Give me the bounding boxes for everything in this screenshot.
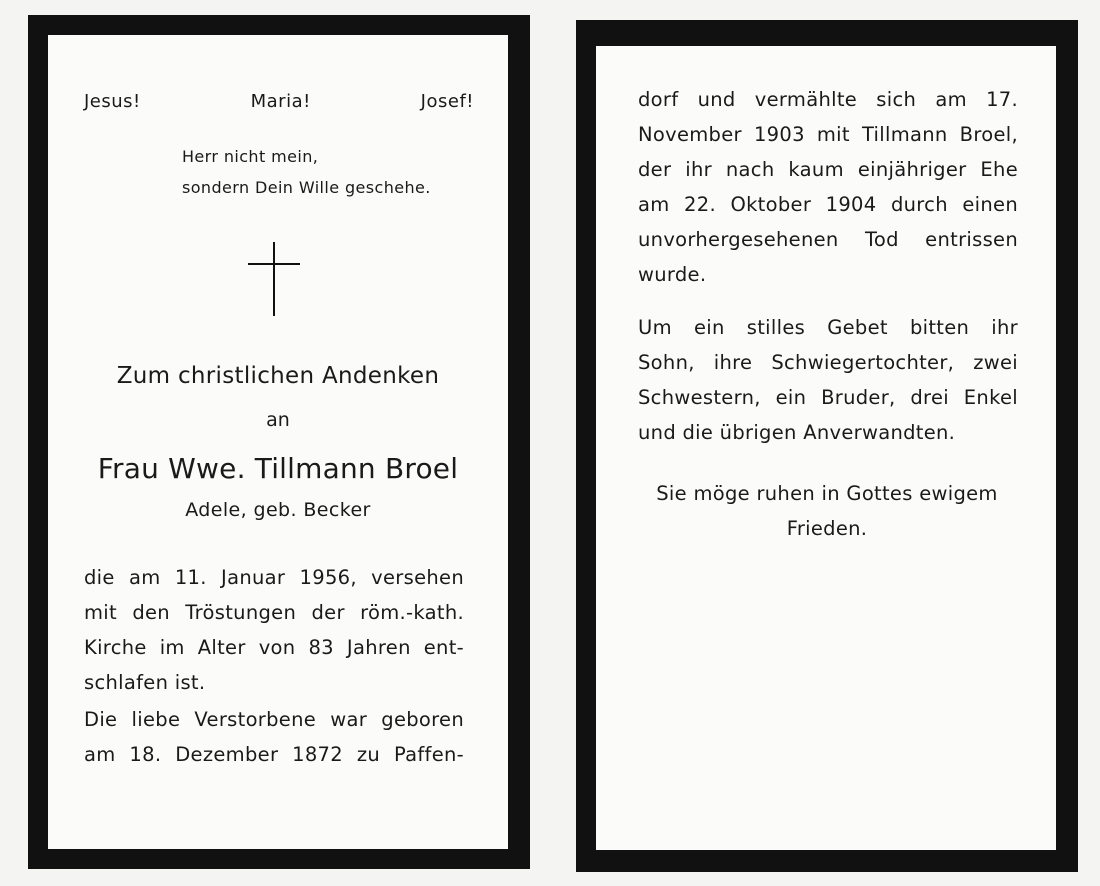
text-line: schlafen ist. [84,671,206,694]
left-card-border [28,15,530,869]
text-line: November 1903 mit Tillmann Broel, [638,123,1018,146]
memorial-an: an [266,409,290,431]
death-paragraph [84,560,464,700]
motto-line: sondern Dein Wille geschehe. [182,178,431,197]
cross-icon [248,242,300,316]
text-line: der ihr nach kaum einjähriger Ehe [638,158,1018,181]
right-card-page [596,46,1056,850]
text-line: wurde. [638,263,707,286]
text-line: mit den Tröstungen der röm.-kath. [84,601,464,624]
text-line: Kirche im Alter von 83 Jahren ent- [84,636,464,659]
marriage-paragraph [638,82,1018,292]
text-line: Schwestern, ein Bruder, drei Enkel [638,386,1018,409]
invocation-josef: Josef! [420,91,474,112]
text-line: dorf und vermählte sich am 17. [638,88,1018,111]
closing-blessing [634,476,1020,546]
motto [182,141,431,203]
invocations [84,91,474,112]
invocation-jesus: Jesus! [84,91,141,112]
text-line: Sohn, ihre Schwiegertochter, zwei [638,351,1018,374]
text-line: und die übrigen Anverwandten. [638,421,956,444]
right-card-border [576,20,1078,872]
deceased-name: Frau Wwe. Tillmann Broel [97,452,459,485]
text-line: die am 11. Januar 1956, versehen [84,566,464,589]
left-card-page [48,35,508,849]
text-line: unvorhergesehenen Tod entrissen [638,228,1018,251]
text-line: Die liebe Verstorbene war geboren [84,708,464,731]
birth-paragraph [84,702,464,772]
text-line: Sie möge ruhen in Gottes ewigem [656,482,998,505]
maiden-name: Adele, geb. Becker [185,499,371,521]
text-line: am 18. Dezember 1872 zu Paffen- [84,743,464,766]
motto-line: Herr nicht mein, [182,147,319,166]
invocation-maria: Maria! [250,91,311,112]
memorial-heading: Zum christlichen Andenken [116,363,440,389]
text-line: am 22. Oktober 1904 durch einen [638,193,1018,216]
text-line: Frieden. [786,517,868,540]
prayer-paragraph [638,310,1018,450]
text-line: Um ein stilles Gebet bitten ihr [638,316,1018,339]
